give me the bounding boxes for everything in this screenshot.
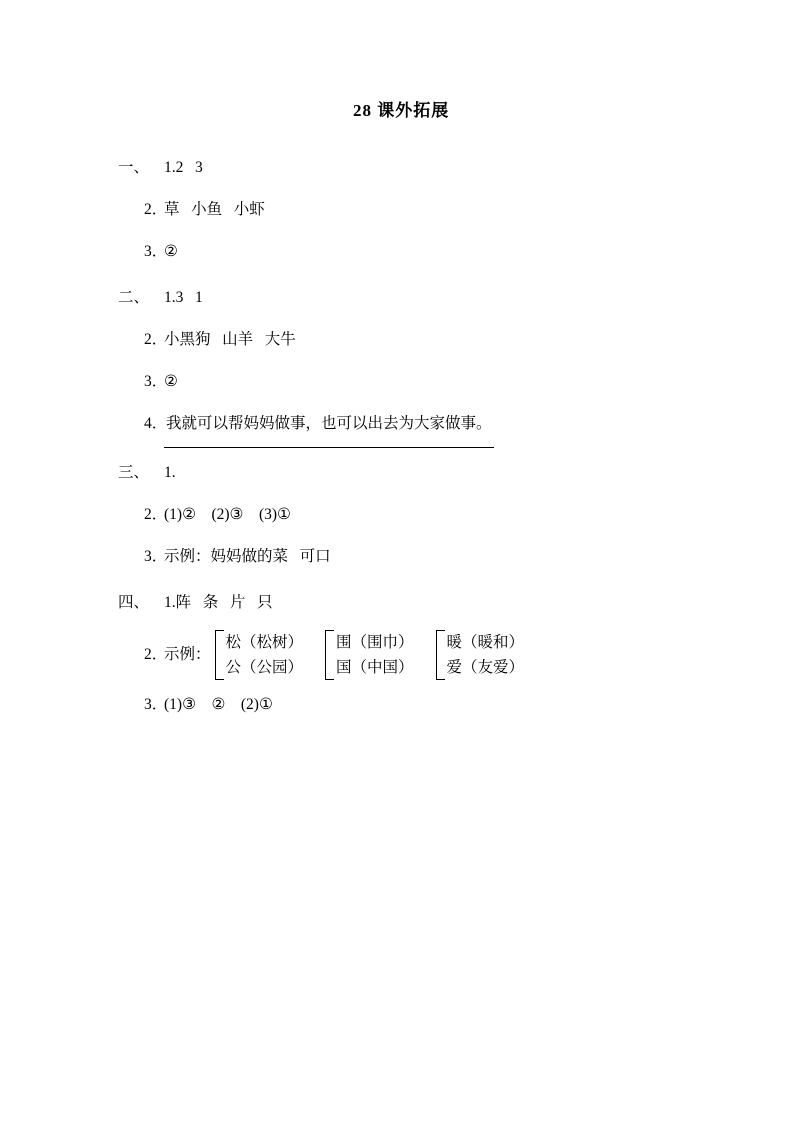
bracket-group <box>325 630 414 680</box>
item-number: 2． <box>144 201 168 218</box>
section-marker: 三、 <box>118 464 150 481</box>
item-number: 3． <box>144 243 168 260</box>
section-marker: 一、 <box>118 159 150 176</box>
answer-text: ② <box>164 243 178 260</box>
item-number: 3． <box>144 373 168 390</box>
section-1 <box>118 147 678 273</box>
answer-line <box>118 494 678 536</box>
example-label: 示例： <box>164 646 211 663</box>
answer-line <box>118 684 678 726</box>
document-body <box>118 96 678 730</box>
answer-text: 1. <box>164 464 176 481</box>
bracket-item-bottom: 国（中国） <box>336 659 414 676</box>
item-number: 2． <box>144 506 168 523</box>
section-2 <box>118 277 678 448</box>
section-3 <box>118 452 678 578</box>
answer-line <box>118 536 678 578</box>
bracket-items <box>226 630 304 680</box>
answer-text: 示例：妈妈做的菜 可口 <box>164 548 331 565</box>
bracket-items <box>447 630 525 680</box>
item-number: 3． <box>144 696 168 713</box>
answer-text: 小黑狗 山羊 大牛 <box>164 331 296 348</box>
answer-line <box>118 277 678 319</box>
brace-icon <box>215 630 224 680</box>
bracket-answer-row <box>118 630 678 680</box>
section-4 <box>118 582 678 726</box>
answer-line <box>118 319 678 361</box>
bracket-item-bottom: 公（公园） <box>225 659 304 676</box>
bracket-items <box>336 630 414 680</box>
page-title: 28 课外拓展 <box>353 101 450 120</box>
bracket-item-top: 松（松树） <box>225 634 304 651</box>
bracket-item-top: 暖（暖和） <box>446 634 525 651</box>
answer-text: (1)② (2)③ (3)① <box>164 506 291 523</box>
brace-icon <box>436 630 445 680</box>
section-marker: 二、 <box>118 289 150 306</box>
answer-line <box>118 189 678 231</box>
bracket-group <box>436 630 525 680</box>
item-number: 3． <box>144 548 168 565</box>
answer-text-underlined: 我就可以帮妈妈做事，也可以出去为大家做事。 <box>164 403 494 448</box>
answer-text: 1.3 1 <box>164 289 203 306</box>
answer-line <box>118 231 678 273</box>
item-number: 4． <box>144 415 168 432</box>
answer-line <box>118 403 678 448</box>
answer-text: (1)③ ② (2)① <box>164 696 273 713</box>
section-marker: 四、 <box>118 594 150 611</box>
answer-text: ② <box>164 373 178 390</box>
item-number: 2． <box>144 331 168 348</box>
brace-icon <box>325 630 334 680</box>
answer-line <box>118 361 678 403</box>
answer-text: 1.阵 条 片 只 <box>164 594 273 611</box>
item-number: 2． <box>144 646 168 663</box>
bracket-group <box>215 630 304 680</box>
bracket-item-bottom: 爱（友爱） <box>446 659 525 676</box>
bracket-item-top: 围（围巾） <box>336 634 414 651</box>
answer-line <box>118 147 678 189</box>
answer-text: 草 小鱼 小虾 <box>164 201 265 218</box>
answer-line <box>118 582 678 624</box>
answer-text: 1.2 3 <box>164 159 203 176</box>
answer-line <box>118 452 678 494</box>
